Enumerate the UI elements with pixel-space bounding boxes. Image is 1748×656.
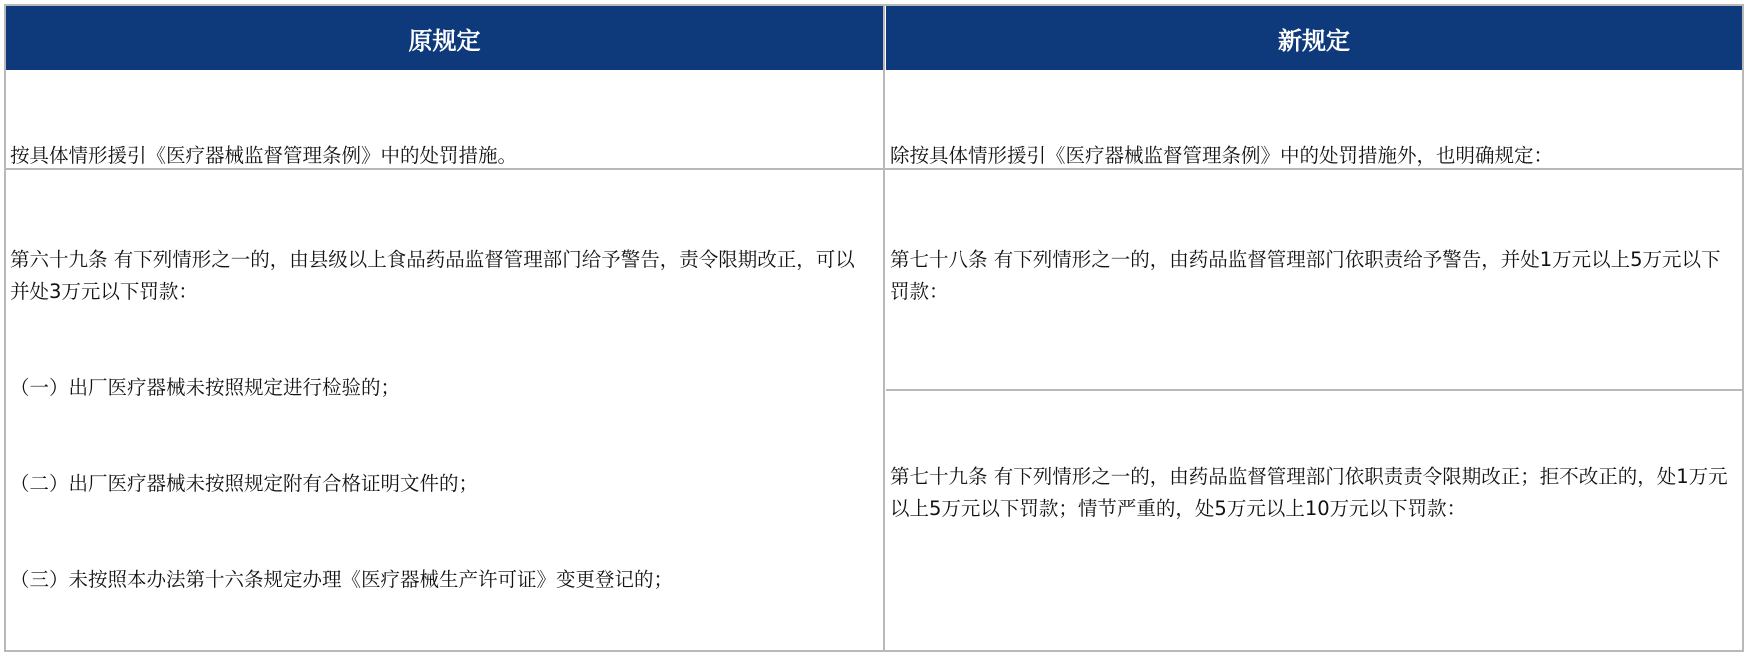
article-78-cell <box>886 170 1742 389</box>
row1-new-cell <box>886 70 1742 168</box>
row1-original-text: 按具体情形援引《医疗器械监督管理条例》中的处罚措施。 <box>10 144 518 167</box>
regulation-comparison-table <box>4 4 1744 652</box>
row1-original-cell <box>6 70 883 168</box>
article-69-intro: 第六十九条 有下列情形之一的，由县级以上食品药品监督管理部门给予警告，责令限期改正，可以并处3万元以下罚款： <box>10 248 855 303</box>
article-79-intro: 第七十九条 有下列情形之一的，由药品监督管理部门依职责责令限期改正；拒不改正的，处1万元以上5万元以下罚款；情节严重的，处5万元以上10万元以下罚款： <box>890 465 1728 520</box>
header-original-rules: 原规定 <box>6 6 883 70</box>
article-69-item: （三）未按照本办法第十六条规定办理《医疗器械生产许可证》变更登记的； <box>10 568 674 591</box>
row1-new-intro: 除按具体情形援引《医疗器械监督管理条例》中的处罚措施外，也明确规定： <box>890 144 1554 167</box>
article-79-cell <box>886 391 1742 650</box>
paragraph-gap <box>890 589 1732 621</box>
header-new-rules: 新规定 <box>886 6 1742 70</box>
article-69-item: （一）出厂医疗器械未按照规定进行检验的； <box>10 376 401 399</box>
paragraph-gap <box>890 372 1732 389</box>
article-69-item: （二）出厂医疗器械未按照规定附有合格证明文件的； <box>10 472 479 495</box>
row2-original-cell <box>6 170 883 650</box>
article-78-intro: 第七十八条 有下列情形之一的，由药品监督管理部门依职责给予警告，并处1万元以上5万元以下罚款： <box>890 248 1721 303</box>
column-divider <box>883 6 885 650</box>
